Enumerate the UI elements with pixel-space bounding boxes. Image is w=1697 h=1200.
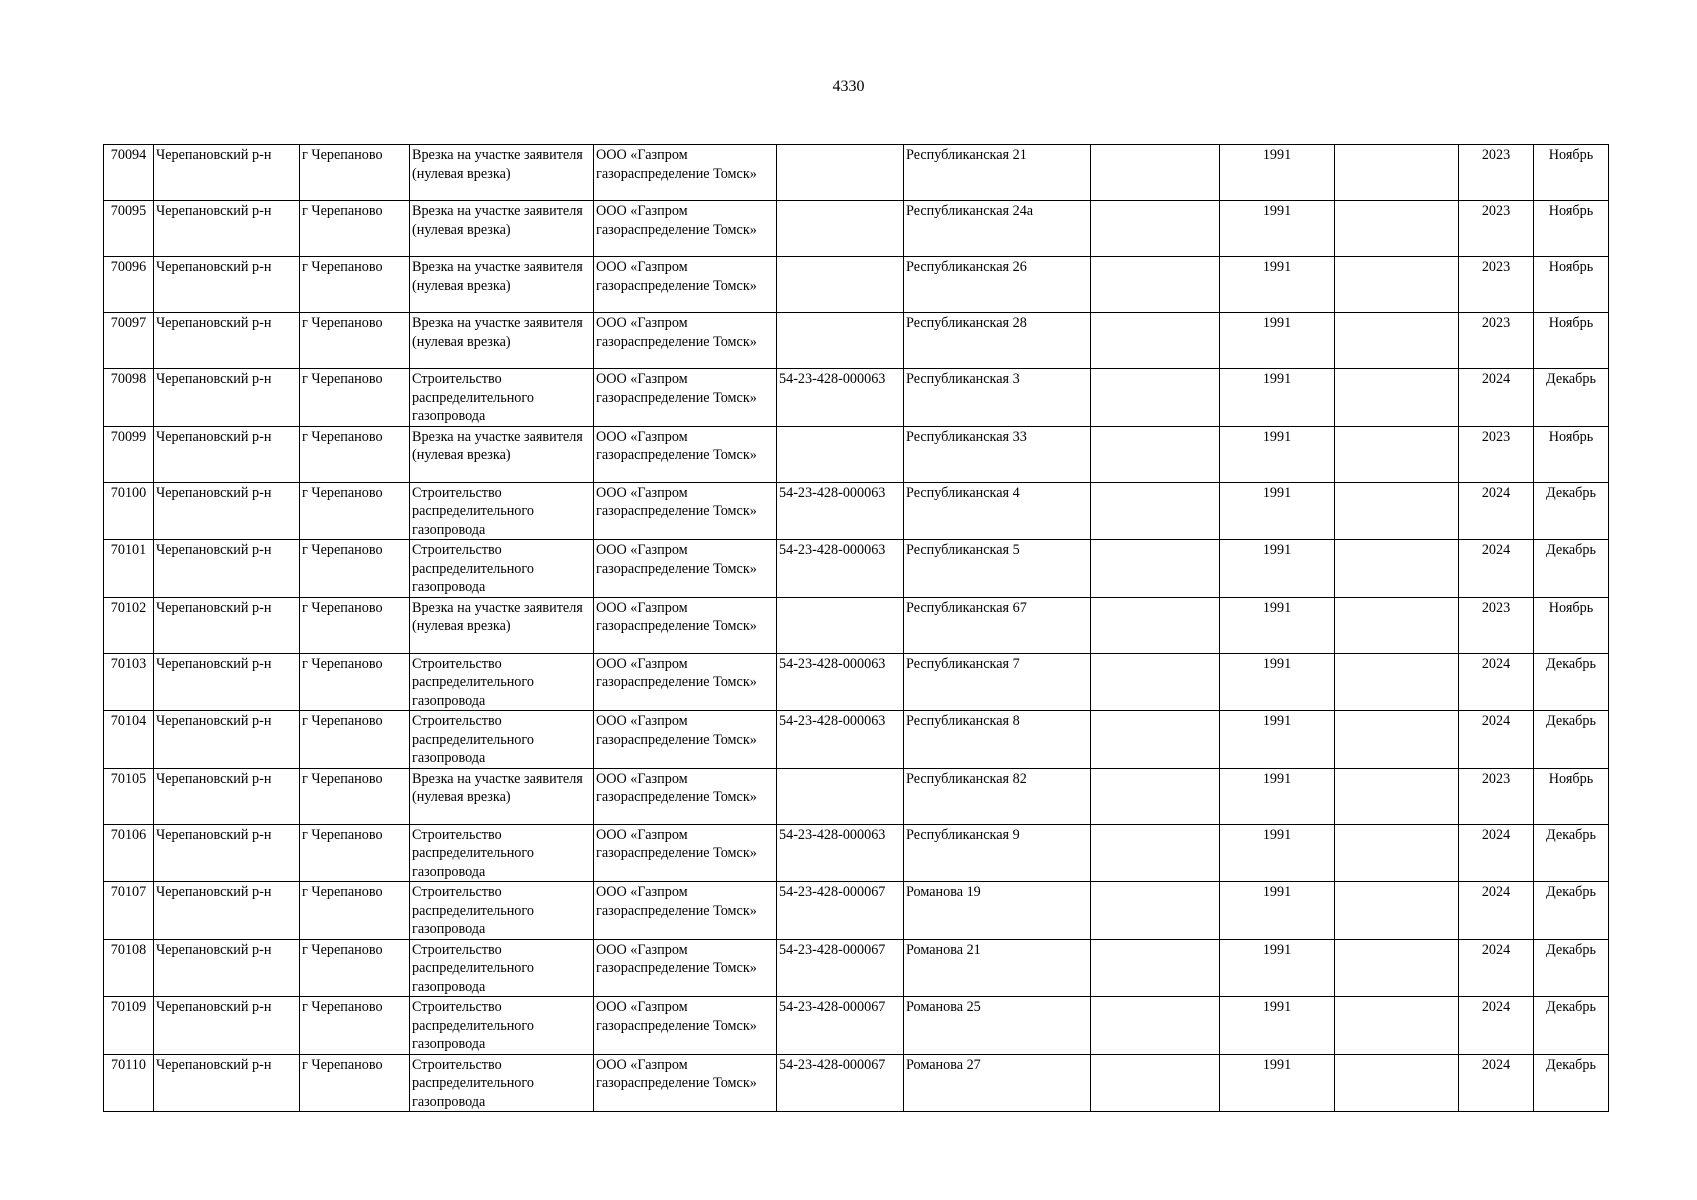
cell-blank-2 — [1335, 939, 1459, 997]
cell-object-code: 54-23-428-000063 — [777, 653, 904, 711]
cell-work-type: Строительство распределительного газопровода — [410, 939, 594, 997]
cell-object-code: 54-23-428-000067 — [777, 939, 904, 997]
cell-locality: г Черепаново — [300, 369, 410, 427]
cell-organization: ООО «Газпром газораспределение Томск» — [594, 768, 777, 824]
cell-id: 70100 — [104, 482, 154, 540]
cell-year-built: 1991 — [1220, 939, 1335, 997]
cell-blank-1 — [1091, 540, 1220, 598]
cell-address: Республиканская 28 — [904, 313, 1091, 369]
cell-object-code — [777, 313, 904, 369]
cell-district: Черепановский р-н — [154, 1054, 300, 1112]
table-row — [104, 1054, 1609, 1112]
cell-year-planned: 2024 — [1459, 482, 1534, 540]
cell-id: 70099 — [104, 426, 154, 482]
cell-locality: г Черепаново — [300, 939, 410, 997]
cell-object-code — [777, 768, 904, 824]
cell-year-planned: 2023 — [1459, 313, 1534, 369]
cell-district: Черепановский р-н — [154, 824, 300, 882]
cell-year-planned: 2023 — [1459, 597, 1534, 653]
cell-organization: ООО «Газпром газораспределение Томск» — [594, 997, 777, 1055]
cell-year-planned: 2024 — [1459, 653, 1534, 711]
cell-blank-2 — [1335, 653, 1459, 711]
cell-blank-2 — [1335, 597, 1459, 653]
cell-blank-2 — [1335, 369, 1459, 427]
cell-locality: г Черепаново — [300, 145, 410, 201]
table-row — [104, 313, 1609, 369]
cell-district: Черепановский р-н — [154, 257, 300, 313]
cell-blank-1 — [1091, 882, 1220, 940]
cell-address: Республиканская 5 — [904, 540, 1091, 598]
cell-year-planned: 2023 — [1459, 426, 1534, 482]
cell-object-code: 54-23-428-000067 — [777, 997, 904, 1055]
table-row — [104, 997, 1609, 1055]
cell-organization: ООО «Газпром газораспределение Томск» — [594, 597, 777, 653]
cell-object-code: 54-23-428-000067 — [777, 882, 904, 940]
cell-month: Ноябрь — [1534, 426, 1609, 482]
cell-organization: ООО «Газпром газораспределение Томск» — [594, 482, 777, 540]
cell-organization: ООО «Газпром газораспределение Томск» — [594, 313, 777, 369]
cell-organization: ООО «Газпром газораспределение Томск» — [594, 824, 777, 882]
cell-year-planned: 2024 — [1459, 1054, 1534, 1112]
cell-year-built: 1991 — [1220, 882, 1335, 940]
cell-year-planned: 2023 — [1459, 201, 1534, 257]
cell-blank-1 — [1091, 201, 1220, 257]
cell-organization: ООО «Газпром газораспределение Томск» — [594, 369, 777, 427]
cell-organization: ООО «Газпром газораспределение Томск» — [594, 653, 777, 711]
cell-blank-2 — [1335, 711, 1459, 769]
cell-id: 70108 — [104, 939, 154, 997]
cell-blank-1 — [1091, 257, 1220, 313]
cell-object-code — [777, 257, 904, 313]
cell-locality: г Черепаново — [300, 653, 410, 711]
cell-year-built: 1991 — [1220, 711, 1335, 769]
cell-blank-1 — [1091, 145, 1220, 201]
cell-address: Республиканская 82 — [904, 768, 1091, 824]
cell-month: Ноябрь — [1534, 597, 1609, 653]
cell-month: Ноябрь — [1534, 768, 1609, 824]
cell-organization: ООО «Газпром газораспределение Томск» — [594, 257, 777, 313]
cell-organization: ООО «Газпром газораспределение Томск» — [594, 201, 777, 257]
cell-work-type: Строительство распределительного газопровода — [410, 997, 594, 1055]
cell-work-type: Врезка на участке заявителя (нулевая врезка) — [410, 145, 594, 201]
cell-locality: г Черепаново — [300, 426, 410, 482]
cell-object-code — [777, 426, 904, 482]
cell-address: Республиканская 26 — [904, 257, 1091, 313]
cell-object-code — [777, 145, 904, 201]
cell-blank-2 — [1335, 824, 1459, 882]
cell-id: 70097 — [104, 313, 154, 369]
table-row — [104, 768, 1609, 824]
cell-work-type: Строительство распределительного газопровода — [410, 711, 594, 769]
cell-locality: г Черепаново — [300, 824, 410, 882]
cell-object-code: 54-23-428-000063 — [777, 369, 904, 427]
cell-id: 70101 — [104, 540, 154, 598]
cell-work-type: Строительство распределительного газопровода — [410, 653, 594, 711]
cell-district: Черепановский р-н — [154, 768, 300, 824]
cell-address: Республиканская 21 — [904, 145, 1091, 201]
cell-year-built: 1991 — [1220, 426, 1335, 482]
cell-month: Декабрь — [1534, 939, 1609, 997]
cell-work-type: Врезка на участке заявителя (нулевая врезка) — [410, 768, 594, 824]
cell-year-built: 1991 — [1220, 540, 1335, 598]
cell-address: Республиканская 67 — [904, 597, 1091, 653]
cell-blank-2 — [1335, 313, 1459, 369]
cell-month: Ноябрь — [1534, 257, 1609, 313]
cell-id: 70095 — [104, 201, 154, 257]
cell-month: Декабрь — [1534, 653, 1609, 711]
cell-locality: г Черепаново — [300, 201, 410, 257]
cell-locality: г Черепаново — [300, 882, 410, 940]
cell-address: Республиканская 9 — [904, 824, 1091, 882]
cell-month: Декабрь — [1534, 540, 1609, 598]
cell-blank-2 — [1335, 257, 1459, 313]
cell-month: Декабрь — [1534, 369, 1609, 427]
cell-object-code — [777, 201, 904, 257]
cell-work-type: Врезка на участке заявителя (нулевая врезка) — [410, 201, 594, 257]
cell-object-code: 54-23-428-000063 — [777, 711, 904, 769]
cell-object-code: 54-23-428-000063 — [777, 824, 904, 882]
cell-year-built: 1991 — [1220, 653, 1335, 711]
cell-year-built: 1991 — [1220, 597, 1335, 653]
cell-organization: ООО «Газпром газораспределение Томск» — [594, 939, 777, 997]
cell-address: Романова 21 — [904, 939, 1091, 997]
cell-locality: г Черепаново — [300, 711, 410, 769]
cell-district: Черепановский р-н — [154, 482, 300, 540]
cell-year-planned: 2023 — [1459, 145, 1534, 201]
cell-address: Республиканская 8 — [904, 711, 1091, 769]
cell-organization: ООО «Газпром газораспределение Томск» — [594, 426, 777, 482]
cell-year-built: 1991 — [1220, 313, 1335, 369]
table-row — [104, 653, 1609, 711]
cell-blank-2 — [1335, 201, 1459, 257]
cell-year-built: 1991 — [1220, 369, 1335, 427]
table-row — [104, 824, 1609, 882]
cell-district: Черепановский р-н — [154, 145, 300, 201]
cell-object-code: 54-23-428-000063 — [777, 482, 904, 540]
cell-id: 70104 — [104, 711, 154, 769]
cell-work-type: Врезка на участке заявителя (нулевая врезка) — [410, 313, 594, 369]
cell-organization: ООО «Газпром газораспределение Томск» — [594, 1054, 777, 1112]
cell-id: 70096 — [104, 257, 154, 313]
cell-id: 70110 — [104, 1054, 154, 1112]
cell-month: Ноябрь — [1534, 313, 1609, 369]
cell-district: Черепановский р-н — [154, 426, 300, 482]
cell-year-planned: 2024 — [1459, 711, 1534, 769]
page-number: 4330 — [832, 78, 865, 95]
cell-year-planned: 2024 — [1459, 824, 1534, 882]
cell-month: Ноябрь — [1534, 145, 1609, 201]
table-row — [104, 201, 1609, 257]
cell-blank-1 — [1091, 653, 1220, 711]
cell-year-planned: 2024 — [1459, 939, 1534, 997]
cell-blank-1 — [1091, 997, 1220, 1055]
cell-blank-1 — [1091, 711, 1220, 769]
gas-connection-table — [103, 144, 1609, 1112]
cell-blank-2 — [1335, 768, 1459, 824]
table-row — [104, 882, 1609, 940]
cell-year-built: 1991 — [1220, 997, 1335, 1055]
cell-year-planned: 2023 — [1459, 768, 1534, 824]
cell-address: Республиканская 4 — [904, 482, 1091, 540]
cell-district: Черепановский р-н — [154, 653, 300, 711]
table-row — [104, 369, 1609, 427]
cell-year-built: 1991 — [1220, 257, 1335, 313]
cell-address: Романова 19 — [904, 882, 1091, 940]
cell-district: Черепановский р-н — [154, 711, 300, 769]
cell-organization: ООО «Газпром газораспределение Томск» — [594, 540, 777, 598]
cell-month: Декабрь — [1534, 482, 1609, 540]
cell-blank-1 — [1091, 768, 1220, 824]
cell-district: Черепановский р-н — [154, 997, 300, 1055]
cell-work-type: Строительство распределительного газопровода — [410, 824, 594, 882]
cell-id: 70103 — [104, 653, 154, 711]
cell-locality: г Черепаново — [300, 768, 410, 824]
cell-id: 70102 — [104, 597, 154, 653]
cell-address: Республиканская 3 — [904, 369, 1091, 427]
cell-blank-2 — [1335, 482, 1459, 540]
cell-locality: г Черепаново — [300, 482, 410, 540]
cell-address: Романова 27 — [904, 1054, 1091, 1112]
cell-blank-1 — [1091, 369, 1220, 427]
table-row — [104, 257, 1609, 313]
cell-id: 70109 — [104, 997, 154, 1055]
cell-blank-2 — [1335, 145, 1459, 201]
cell-address: Романова 25 — [904, 997, 1091, 1055]
cell-work-type: Строительство распределительного газопровода — [410, 1054, 594, 1112]
cell-blank-2 — [1335, 426, 1459, 482]
cell-object-code: 54-23-428-000067 — [777, 1054, 904, 1112]
cell-month: Декабрь — [1534, 997, 1609, 1055]
cell-blank-1 — [1091, 597, 1220, 653]
cell-id: 70107 — [104, 882, 154, 940]
table-row — [104, 426, 1609, 482]
cell-work-type: Врезка на участке заявителя (нулевая врезка) — [410, 597, 594, 653]
cell-year-built: 1991 — [1220, 201, 1335, 257]
table-row — [104, 597, 1609, 653]
cell-year-built: 1991 — [1220, 145, 1335, 201]
cell-blank-1 — [1091, 1054, 1220, 1112]
cell-object-code — [777, 597, 904, 653]
cell-address: Республиканская 33 — [904, 426, 1091, 482]
cell-locality: г Черепаново — [300, 1054, 410, 1112]
cell-id: 70106 — [104, 824, 154, 882]
cell-work-type: Врезка на участке заявителя (нулевая врезка) — [410, 426, 594, 482]
cell-year-planned: 2024 — [1459, 369, 1534, 427]
cell-work-type: Строительство распределительного газопровода — [410, 482, 594, 540]
cell-blank-2 — [1335, 540, 1459, 598]
cell-locality: г Черепаново — [300, 313, 410, 369]
cell-year-built: 1991 — [1220, 824, 1335, 882]
cell-district: Черепановский р-н — [154, 597, 300, 653]
cell-district: Черепановский р-н — [154, 201, 300, 257]
cell-blank-1 — [1091, 426, 1220, 482]
cell-district: Черепановский р-н — [154, 882, 300, 940]
cell-locality: г Черепаново — [300, 997, 410, 1055]
cell-locality: г Черепаново — [300, 540, 410, 598]
cell-district: Черепановский р-н — [154, 939, 300, 997]
table-row — [104, 145, 1609, 201]
cell-blank-1 — [1091, 939, 1220, 997]
cell-blank-2 — [1335, 997, 1459, 1055]
cell-blank-2 — [1335, 882, 1459, 940]
cell-district: Черепановский р-н — [154, 313, 300, 369]
cell-work-type: Строительство распределительного газопровода — [410, 882, 594, 940]
cell-blank-1 — [1091, 482, 1220, 540]
cell-locality: г Черепаново — [300, 257, 410, 313]
cell-month: Ноябрь — [1534, 201, 1609, 257]
cell-district: Черепановский р-н — [154, 540, 300, 598]
cell-month: Декабрь — [1534, 711, 1609, 769]
cell-address: Республиканская 24а — [904, 201, 1091, 257]
table-body — [104, 145, 1609, 1112]
cell-id: 70094 — [104, 145, 154, 201]
cell-year-planned: 2024 — [1459, 997, 1534, 1055]
cell-year-built: 1991 — [1220, 1054, 1335, 1112]
cell-year-built: 1991 — [1220, 482, 1335, 540]
cell-organization: ООО «Газпром газораспределение Томск» — [594, 711, 777, 769]
cell-year-built: 1991 — [1220, 768, 1335, 824]
cell-locality: г Черепаново — [300, 597, 410, 653]
cell-object-code: 54-23-428-000063 — [777, 540, 904, 598]
cell-month: Декабрь — [1534, 882, 1609, 940]
cell-year-planned: 2024 — [1459, 882, 1534, 940]
cell-year-planned: 2024 — [1459, 540, 1534, 598]
cell-organization: ООО «Газпром газораспределение Томск» — [594, 145, 777, 201]
table-row — [104, 939, 1609, 997]
cell-address: Республиканская 7 — [904, 653, 1091, 711]
cell-blank-1 — [1091, 313, 1220, 369]
cell-blank-2 — [1335, 1054, 1459, 1112]
cell-district: Черепановский р-н — [154, 369, 300, 427]
cell-year-planned: 2023 — [1459, 257, 1534, 313]
cell-organization: ООО «Газпром газораспределение Томск» — [594, 882, 777, 940]
cell-work-type: Строительство распределительного газопровода — [410, 540, 594, 598]
cell-work-type: Строительство распределительного газопровода — [410, 369, 594, 427]
cell-month: Декабрь — [1534, 1054, 1609, 1112]
cell-month: Декабрь — [1534, 824, 1609, 882]
table-row — [104, 711, 1609, 769]
table-row — [104, 482, 1609, 540]
cell-work-type: Врезка на участке заявителя (нулевая врезка) — [410, 257, 594, 313]
cell-id: 70105 — [104, 768, 154, 824]
table-row — [104, 540, 1609, 598]
cell-blank-1 — [1091, 824, 1220, 882]
cell-id: 70098 — [104, 369, 154, 427]
